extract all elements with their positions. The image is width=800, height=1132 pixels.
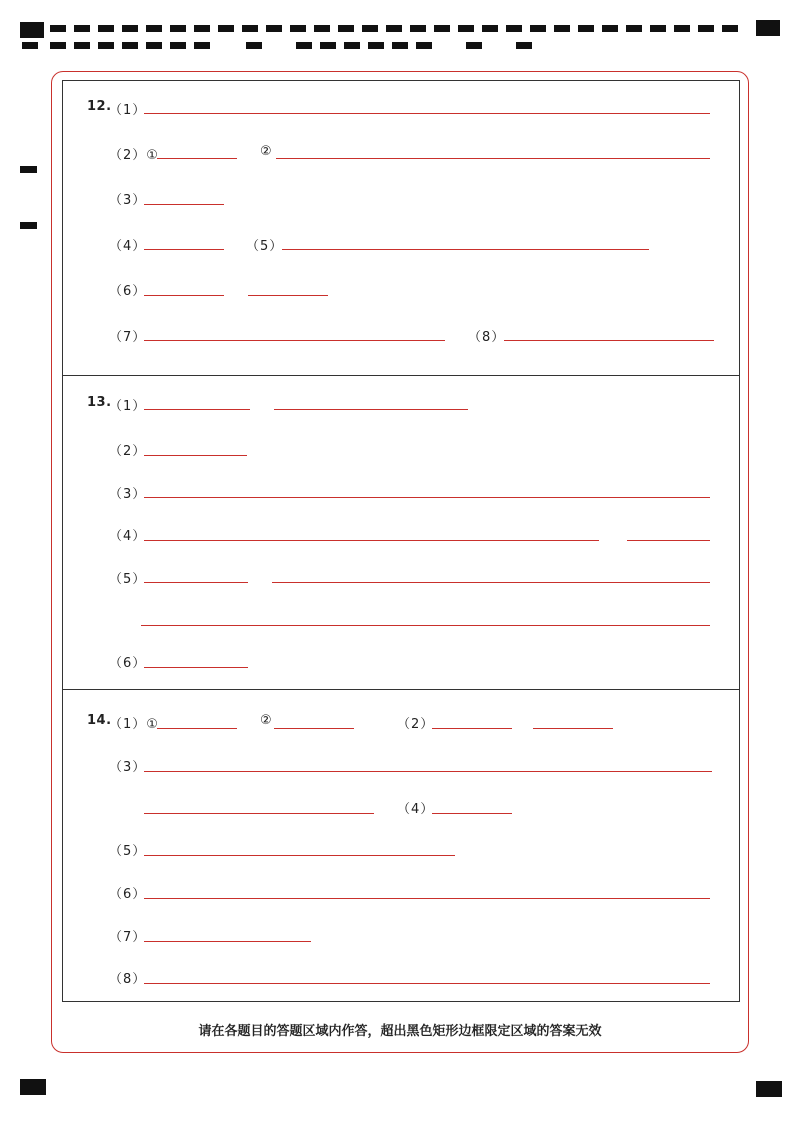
answer-line[interactable] xyxy=(144,455,247,456)
part-label: （7） xyxy=(109,930,147,945)
answer-line[interactable] xyxy=(144,771,712,772)
part-label: （4） xyxy=(109,239,147,254)
part-label: （8） xyxy=(468,330,506,345)
answer-line[interactable] xyxy=(504,340,714,341)
answer-line[interactable] xyxy=(282,249,649,250)
part-label: （8） xyxy=(109,972,147,987)
part-label: （7） xyxy=(109,330,147,345)
part-label: （5） xyxy=(109,572,147,587)
answer-line[interactable] xyxy=(276,158,710,159)
answer-line[interactable] xyxy=(144,295,224,296)
answer-line[interactable] xyxy=(144,941,311,942)
answer-line[interactable] xyxy=(274,728,354,729)
section-divider xyxy=(62,375,740,376)
part-label: （6） xyxy=(109,656,147,671)
question-number: 13. xyxy=(87,395,112,410)
answer-line[interactable] xyxy=(144,249,224,250)
answer-line[interactable] xyxy=(144,667,248,668)
answer-line[interactable] xyxy=(144,204,224,205)
answer-line[interactable] xyxy=(141,625,710,626)
part-label: ② xyxy=(260,144,273,159)
part-label: （3） xyxy=(109,193,147,208)
answer-line[interactable] xyxy=(144,409,250,410)
part-label: （5） xyxy=(246,239,284,254)
answer-line[interactable] xyxy=(144,813,374,814)
answer-line[interactable] xyxy=(432,728,512,729)
answer-line[interactable] xyxy=(144,497,710,498)
section-divider xyxy=(62,689,740,690)
question-number: 14. xyxy=(87,713,112,728)
part-label: （6） xyxy=(109,887,147,902)
answer-line[interactable] xyxy=(144,855,455,856)
answer-line[interactable] xyxy=(157,728,237,729)
part-label: （2）① xyxy=(109,148,159,163)
part-label: （6） xyxy=(109,284,147,299)
part-label: （5） xyxy=(109,844,147,859)
answer-line[interactable] xyxy=(144,898,710,899)
answer-line[interactable] xyxy=(272,582,710,583)
part-label: （2） xyxy=(397,717,435,732)
question-number: 12. xyxy=(87,99,112,114)
part-label: （3） xyxy=(109,760,147,775)
answer-line[interactable] xyxy=(248,295,328,296)
answer-line[interactable] xyxy=(274,409,468,410)
answer-line[interactable] xyxy=(144,340,445,341)
part-label: （3） xyxy=(109,487,147,502)
answer-region-border xyxy=(62,80,740,1002)
part-label: （1）① xyxy=(109,717,159,732)
answer-line[interactable] xyxy=(533,728,613,729)
answer-line[interactable] xyxy=(144,983,710,984)
answer-line[interactable] xyxy=(157,158,237,159)
part-label: （4） xyxy=(109,529,147,544)
part-label: （2） xyxy=(109,444,147,459)
part-label: （4） xyxy=(397,802,435,817)
answer-line[interactable] xyxy=(144,540,599,541)
part-label: ② xyxy=(260,713,273,728)
answer-line[interactable] xyxy=(144,113,710,114)
answer-line[interactable] xyxy=(144,582,248,583)
answer-line[interactable] xyxy=(627,540,710,541)
part-label: （1） xyxy=(109,399,147,414)
footer-notice: 请在各题目的答题区域内作答，超出黑色矩形边框限定区域的答案无效 xyxy=(198,1024,602,1039)
part-label: （1） xyxy=(109,103,147,118)
answer-line[interactable] xyxy=(432,813,512,814)
